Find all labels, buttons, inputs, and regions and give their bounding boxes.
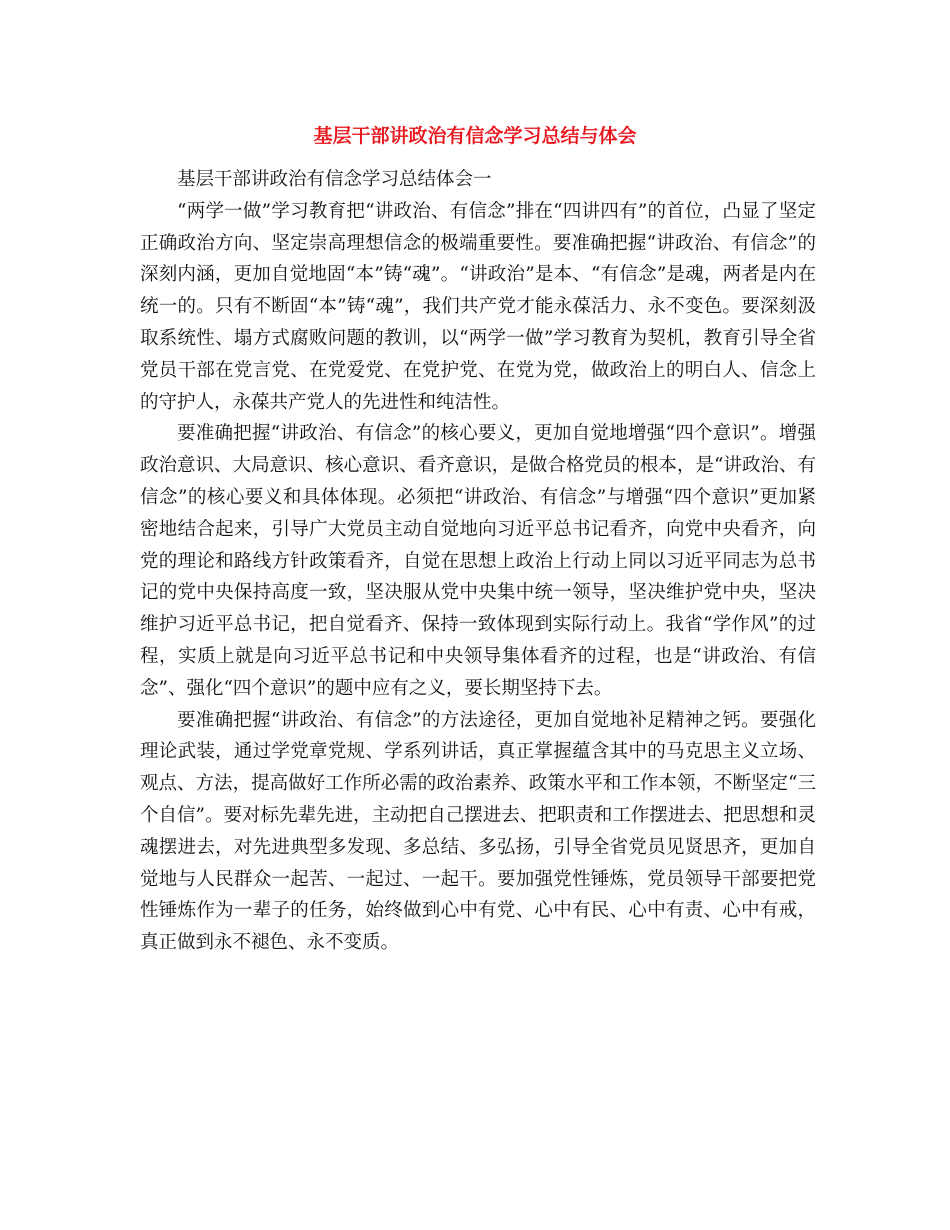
document-title: 基层干部讲政治有信念学习总结与体会 — [313, 125, 637, 147]
document-body — [140, 164, 816, 959]
body-paragraph-1: “两学一做”学习教育把“讲政治、有信念”排在“四讲四有”的首位，凸显了坚定正确政治方向、坚定崇高理想信念的极端重要性。要准确把握“讲政治、有信念”的深刻内涵，更加自觉地固“本”铸“魂”。“讲政治”是本、“有信念”是魂，两者是内在统一的。只有不断固“本”铸“魂”，我们共产党才能永葆活力、永不变色。要深刻汲取系统性、塌方式腐败问题的教训，以“两学一做”学习教育为契机，教育引导全省党员干部在党言党、在党爱党、在党护党、在党为党，做政治上的明白人、信念上的守护人，永葆共产党人的先进性和纯洁性。 — [140, 200, 816, 413]
subtitle-paragraph: 基层干部讲政治有信念学习总结体会一 — [177, 169, 492, 190]
body-paragraph-2: 要准确把握“讲政治、有信念”的核心要义，更加自觉地增强“四个意识”。增强政治意识、大局意识、核心意识、看齐意识，是做合格党员的根本，是“讲政治、有信念”的核心要义和具体体现。必须把“讲政治、有信念”与增强“四个意识”更加紧密地结合起来，引导广大党员主动自觉地向习近平总书记看齐，向党中央看齐，向党的理论和路线方针政策看齐，自觉在思想上政治上行动上同以习近平同志为总书记的党中央保持高度一致，坚决服从党中央集中统一领导，坚决维护党中央，坚决维护习近平总书记，把自觉看齐、保持一致体现到实际行动上。我省“学作风”的过程，实质上就是向习近平总书记和中央领导集体看齐的过程，也是“讲政治、有信念”、强化“四个意识”的题中应有之义，要长期坚持下去。 — [140, 423, 816, 699]
body-paragraph-3: 要准确把握“讲政治、有信念”的方法途径，更加自觉地补足精神之钙。要强化理论武装，通过学党章党规、学系列讲话，真正掌握蕴含其中的马克思主义立场、观点、方法，提高做好工作所必需的政治素养、政策水平和工作本领，不断坚定“三个自信”。要对标先辈先进，主动把自己摆进去、把职责和工作摆进去、把思想和灵魂摆进去，对先进典型多发现、多总结、多弘扬，引导全省党员见贤思齐，更加自觉地与人民群众一起苦、一起过、一起干。要加强党性锤炼，党员领导干部要把党性锤炼作为一辈子的任务，始终做到心中有党、心中有民、心中有责、心中有戒，真正做到永不褪色、永不变质。 — [140, 709, 816, 954]
